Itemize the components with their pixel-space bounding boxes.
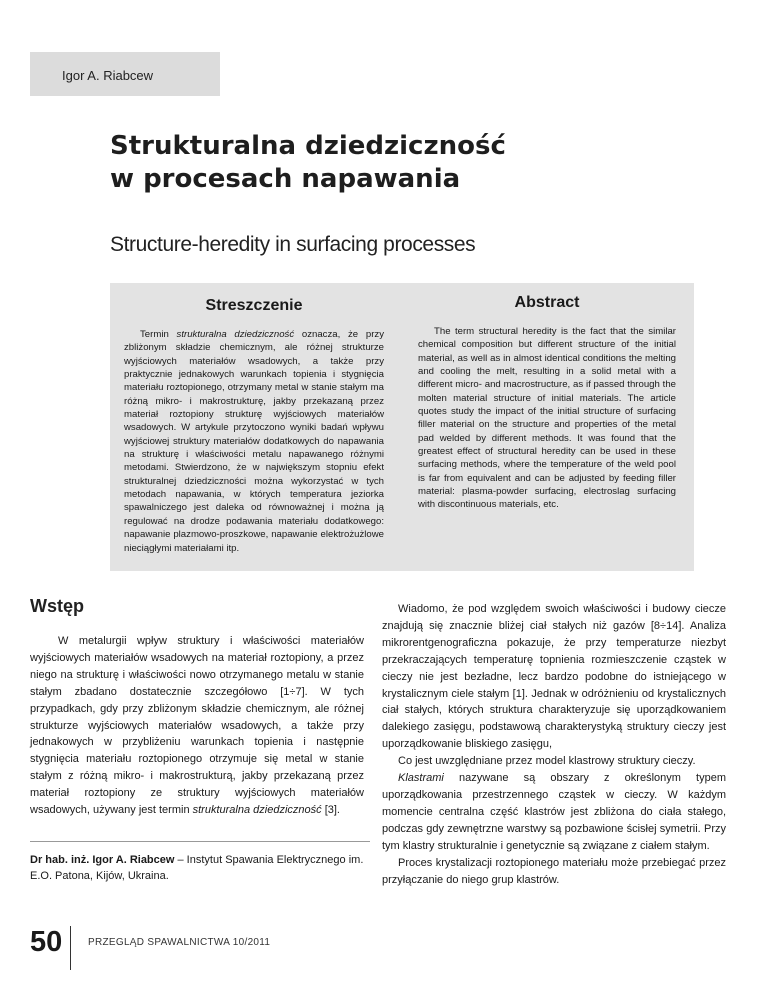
- body-paragraph: Proces krystalizacji roztopionego materiału może przebiegać przez przyłączanie do niego grup klastrów.: [382, 856, 726, 886]
- affiliation-name: Dr hab. inż. Igor A. Riabcew: [30, 854, 175, 866]
- abstract-heading: Abstract: [514, 294, 580, 311]
- wstep-text-part: W metalurgii wpływ struktury i właściwości materiałów wyjściowych materiałów wsadowych na materiał roztopiony, a przez niego na strukturę i właściwości nowo otrzymanego metalu w stanie stałym zbadano dostatecznie szczegółowo [1÷7]. W tych przypadkach, gdy przy zbliżonym składzie chemicznym, ale różnej strukturze wyjściowych materiałów wsadowych, a także przy jednakowych w przybliżeniu warunkach topienia i następnie stygnięcia materiału roztopionego otrzymuje się metal w stanie stałym z różną mikro- i makrostrukturą, jakby przekazaną przez materiał roztopiony ze struktury wyjściowych materiałów wsadowych, używany jest termin: [30, 635, 364, 817]
- body-text-part: nazywane są obszary z określonym typem uporządkowania przestrzennego cząstek w cieczy. W każdym momencie centralna część klastrów jest zbliżona do ciała stałego, podczas gdy zewnętrzne warstwy są pozbawione ścisłej symetrii. Przy tym klastry strukturalnie i genetycznie są związane z ciałem stałym.: [382, 772, 726, 852]
- streszczenie-text-part: Termin: [140, 329, 177, 340]
- article-subtitle: Structure-heredity in surfacing processes: [110, 233, 476, 256]
- body-paragraph: Wiadomo, że pod względem swoich właściwości i budowy ciecze znajdują się znacznie bliżej ciał stałych niż gazów [8÷14]. Analiza mikrorentgenograficzna pokazuje, że przy temperaturze niezbyt przekraczających temperaturę topnienia rozmieszczenie cząstek w cieczy nie jest bezładne, lecz bardzo podobne do istniejącego w krystalicznym ciele stałym [1]. Jednak w odróżnieniu od krystalicznych ciał stałych, których struktura charakteryzuje się uporządkowaniem dalekiego zasięgu, podstawową charakterystyką struktury cieczy jest uporządkowanie bliskiego zasięgu,: [382, 603, 726, 751]
- streszczenie-text-part: oznacza, że przy zbliżonym składzie chemicznym, ale różnej strukturze wyjściowych materiałów wsadowych, a także przy praktycznie jednakowych warunkach topienia i stygnięcia materiału roztopionego, otrzymany metal w stanie stałym ma różną mikro- i makrostrukturę, jakby przekazaną przez materiał roztopiony strukturę wyjściowych materiałów wsadowych. W artykule przytoczono wyniki badań wpływu wyjściowej struktury materiałów dodatkowych do napawania na strukturę i właściwości metalu napawanego różnymi metodami. Stwierdzono, że w największym stopniu efekt strukturalnej dziedziczności można wykorzystać w tych metodach napawania, w których temperatura jeziorka spawalniczego jest daleka od równoważnej i można ją regulować na drodze podawania materiału dodatkowego: napawanie plazmowo-proszkowe, napawanie elektrożużlowe nieciągłymi materiałami itp.: [124, 329, 385, 554]
- streszczenie-term: strukturalna dziedziczność: [176, 329, 295, 340]
- author-box: [30, 52, 220, 96]
- wstep-paragraph: [30, 633, 364, 819]
- author-name: Igor A. Riabcew: [62, 68, 154, 83]
- wstep-text-part: [3].: [321, 804, 340, 817]
- streszczenie-column: [124, 283, 384, 555]
- affiliation-institution: – Instytut Spawania Elektrycznego im. E.O. Patona, Kijów, Ukraina.: [30, 854, 364, 882]
- streszczenie-text: [124, 328, 384, 555]
- body-paragraph: Co jest uwzględniane przez model klastrowy struktury cieczy.: [398, 755, 696, 768]
- body-paragraph: [382, 770, 726, 855]
- article-title: [110, 130, 670, 196]
- abstract-text: The term structural heredity is the fact that the similar chemical composition but different structure of the initial material, as well as in almost identical conditions the melting and cooling the melt, resulting in a solid metal with a different micro- and macrostructure, as if passed through the molten material structure of initial materials. The article quotes study the impact of the initial structure of surfacing filler material on the structure and properties of the metal pad welded by different methods. It was found that the greatest effect of structural heredity can be used in these surfacing methods, where the temperature of the weld pool is far from equivalent and can be adjusted by feeding filler material: plasma-powder surfacing, electroslag surfacing with discontinuous materials, etc.: [418, 326, 676, 511]
- abstract-column: [418, 283, 676, 512]
- right-column-text: [382, 601, 726, 888]
- abstract-box: [110, 283, 694, 571]
- section-heading-wstep: Wstęp: [30, 596, 84, 616]
- klastry-term: Klastrami: [398, 772, 444, 785]
- streszczenie-heading: Streszczenie: [205, 297, 303, 314]
- title-line-1: Strukturalna dziedziczność: [110, 131, 506, 161]
- wstep-term: strukturalna dziedziczność: [192, 804, 322, 817]
- author-affiliation: [30, 852, 370, 884]
- journal-footer: PRZEGLĄD SPAWALNICTWA 10/2011: [88, 937, 271, 948]
- footer-divider: [70, 926, 71, 970]
- title-line-2: w procesach napawania: [110, 164, 461, 194]
- page-number: 50: [30, 926, 63, 958]
- affiliation-divider: [30, 841, 370, 842]
